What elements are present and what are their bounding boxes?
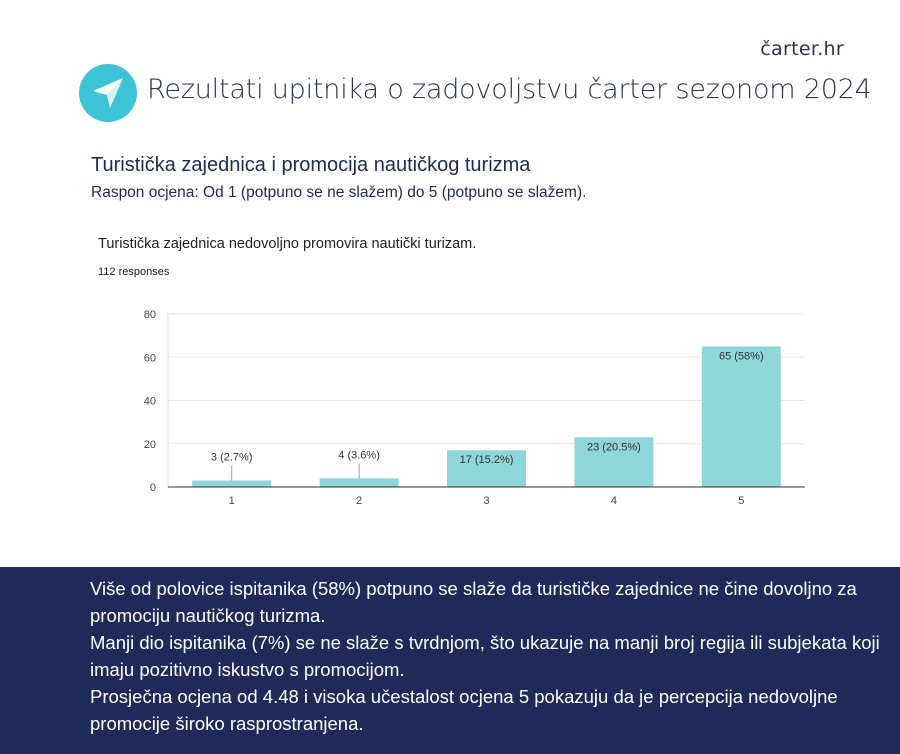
bar xyxy=(192,481,271,487)
data-label: 23 (20.5%) xyxy=(586,441,641,454)
page-title: Rezultati upitnika o zadovoljstvu čarter sezonom 2024 xyxy=(147,74,872,105)
y-tick-label: 20 xyxy=(143,438,156,451)
x-tick-label: 3 xyxy=(483,495,490,507)
summary-paragraph-2: Manji dio ispitanika (7%) se ne slaže s tvrdnjom, što ukazuje na manji broj regija ili subjekata koji imaju pozitivno iskustvo s promocijom. xyxy=(90,632,880,680)
y-tick-label: 0 xyxy=(149,482,156,494)
section-subtitle: Raspon ocjena: Od 1 (potpuno se ne slažem) do 5 (potpuno se slažem). xyxy=(91,184,587,201)
data-label: 17 (15.2%) xyxy=(459,454,514,467)
question-title: Turistička zajednica nedovoljno promovira nautički turizam. xyxy=(98,236,477,252)
y-tick-label: 80 xyxy=(143,309,156,321)
brand-label[interactable]: čarter.hr xyxy=(760,38,844,60)
bar xyxy=(320,478,399,487)
x-tick-label: 5 xyxy=(738,495,745,507)
summary-paragraph-1: Više od polovice ispitanika (58%) potpuno se slaže da turističke zajednice ne čine dovoljno za promociju nautičkog turizma. xyxy=(90,578,857,626)
x-tick-label: 1 xyxy=(228,495,235,507)
x-tick-label: 4 xyxy=(610,495,617,507)
y-tick-label: 60 xyxy=(143,352,156,365)
bar xyxy=(702,346,781,487)
section-title: Turistička zajednica i promocija nautičkog turizma xyxy=(91,154,531,176)
data-label: 65 (58%) xyxy=(718,350,764,363)
summary-paragraph-3: Prosječna ocjena od 4.48 i visoka učestalost ocjena 5 pokazuju da je percepcija nedovoljne promocije široko rasprostranjena. xyxy=(90,686,838,734)
y-tick-label: 40 xyxy=(143,395,156,408)
data-label: 3 (2.7%) xyxy=(210,451,253,464)
response-count: 112 responses xyxy=(98,266,170,278)
data-label: 4 (3.6%) xyxy=(338,449,380,462)
summary-panel xyxy=(0,567,900,754)
x-tick-label: 2 xyxy=(356,495,363,507)
